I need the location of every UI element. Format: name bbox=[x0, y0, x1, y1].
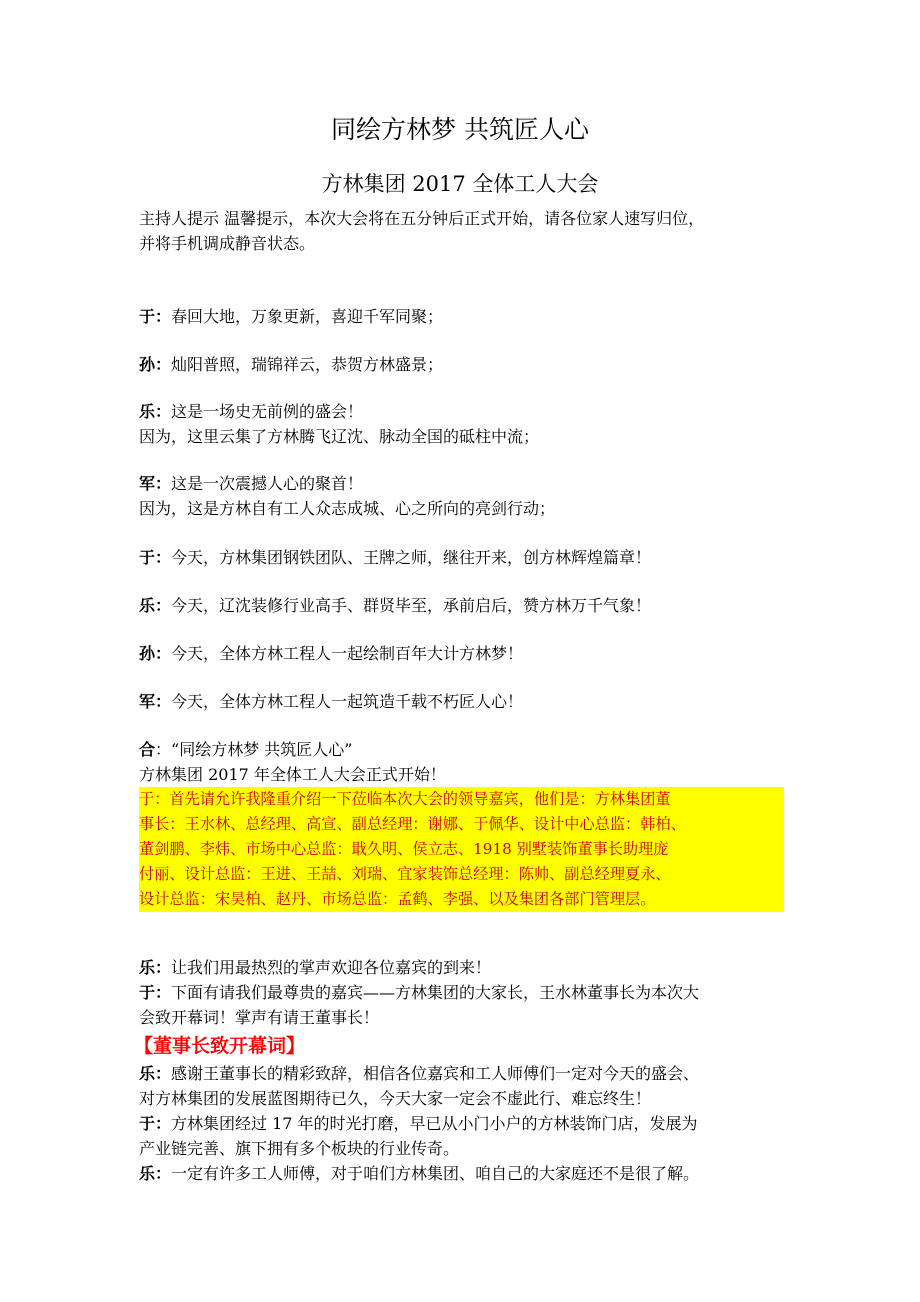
speaker-label: 乐： bbox=[139, 596, 172, 615]
speaker-label: 于： bbox=[139, 983, 172, 1002]
script-line bbox=[139, 352, 789, 377]
line-text: 这是一次震撼人心的聚首！ bbox=[171, 474, 364, 493]
script-line bbox=[139, 304, 789, 329]
host-notice-line: 主持人提示 温馨提示，本次大会将在五分钟后正式开始，请各位家人速写归位， bbox=[139, 209, 705, 228]
line-text: 方林集团经过 17 年的时光打磨，早已从小门小户的方林装饰门店，发展为 bbox=[171, 1114, 698, 1133]
highlight-line: 设计总监：宋昊柏、赵丹、市场总监：孟鹤、李强、以及集团各部门管理层。 bbox=[139, 890, 656, 908]
script-line bbox=[139, 641, 789, 666]
script-line bbox=[139, 399, 789, 449]
speaker-label: 孙： bbox=[139, 355, 172, 374]
script-line bbox=[139, 1061, 789, 1186]
line-text: 今天，方林集团钢铁团队、王牌之师，继往开来，创方林辉煌篇章！ bbox=[171, 548, 652, 567]
highlight-line: 事长：王水林、总经理、高宣、副总经理：谢娜、于佩华、设计中心总监：韩柏、 bbox=[139, 815, 686, 833]
highlight-line: 于：首先请允许我隆重介绍一下莅临本次大会的领导嘉宾，他们是：方林集团董 bbox=[139, 790, 671, 808]
line-text: 灿阳普照，瑞锦祥云，恭贺方林盛景； bbox=[171, 355, 444, 374]
speaker-label: 孙： bbox=[139, 644, 172, 663]
speaker-label: 军： bbox=[139, 474, 172, 493]
speaker-label: 乐： bbox=[139, 402, 172, 421]
line-text: 因为，这是方林自有工人众志成城、心之所向的亮剑行动； bbox=[139, 499, 556, 518]
line-text: 产业链完善、旗下拥有多个板块的行业传奇。 bbox=[139, 1139, 460, 1158]
speaker-label: 于： bbox=[139, 307, 172, 326]
document-title: 同绘方林梦 共筑匠人心 bbox=[331, 115, 589, 144]
speaker-label: 乐： bbox=[139, 1164, 172, 1183]
speaker-label: 于： bbox=[139, 1114, 172, 1133]
section-heading: 【董事长致开幕词】 bbox=[134, 1035, 306, 1057]
line-text: 这是一场史无前例的盛会！ bbox=[171, 402, 364, 421]
host-notice-line: 并将手机调成静音状态。 bbox=[139, 234, 316, 253]
script-line bbox=[139, 545, 789, 570]
line-text: 方林集团 2017 年全体工人大会正式开始！ bbox=[139, 765, 446, 784]
line-text: 今天，辽沈装修行业高手、群贤毕至，承前启后，赞方林万千气象！ bbox=[171, 596, 652, 615]
script-line bbox=[139, 471, 789, 521]
line-text: 让我们用最热烈的掌声欢迎各位嘉宾的到来！ bbox=[171, 958, 492, 977]
script-line bbox=[139, 593, 789, 618]
speaker-label: 合 bbox=[139, 740, 156, 759]
line-text: 因为，这里云集了方林腾飞辽沈、脉动全国的砥柱中流； bbox=[139, 427, 540, 446]
script-line bbox=[139, 955, 789, 1030]
line-text: ：“同绘方林梦 共筑匠人心” bbox=[155, 740, 353, 759]
speaker-label: 军： bbox=[139, 692, 172, 711]
document-subtitle: 方林集团 2017 全体工人大会 bbox=[321, 172, 599, 196]
line-text: 今天，全体方林工程人一起绘制百年大计方林梦！ bbox=[171, 644, 524, 663]
host-notice bbox=[139, 206, 789, 256]
line-text: 一定有许多工人师傅，对于咱们方林集团、咱自己的大家庭还不是很了解。 bbox=[171, 1164, 700, 1183]
speaker-label: 乐： bbox=[139, 958, 172, 977]
guest-introduction-highlight bbox=[139, 787, 784, 912]
highlight-line: 董剑鹏、李炜、市场中心总监：戢久明、侯立志、1918 别墅装饰董事长助理庞 bbox=[139, 840, 669, 858]
speaker-label: 于： bbox=[139, 548, 172, 567]
speaker-label: 乐： bbox=[139, 1064, 172, 1083]
line-text: 感谢王董事长的精彩致辞，相信各位嘉宾和工人师傅们一定对今天的盛会、 bbox=[171, 1064, 700, 1083]
highlight-line: 付丽、设计总监：王进、王喆、刘瑞、宜家装饰总经理：陈帅、副总经理夏永、 bbox=[139, 865, 671, 883]
line-text: 春回大地，万象更新，喜迎千军同聚； bbox=[171, 307, 444, 326]
line-text: 下面有请我们最尊贵的嘉宾——方林集团的大家长，王水林董事长为本次大 bbox=[171, 983, 700, 1002]
script-line bbox=[139, 689, 789, 714]
line-text: 今天，全体方林工程人一起筑造千载不朽匠人心！ bbox=[171, 692, 524, 711]
script-line bbox=[139, 737, 789, 787]
line-text: 对方林集团的发展蓝图期待已久，今天大家一定会不虚此行、难忘终生！ bbox=[139, 1089, 652, 1108]
line-text: 会致开幕词！掌声有请王董事长！ bbox=[139, 1008, 380, 1027]
